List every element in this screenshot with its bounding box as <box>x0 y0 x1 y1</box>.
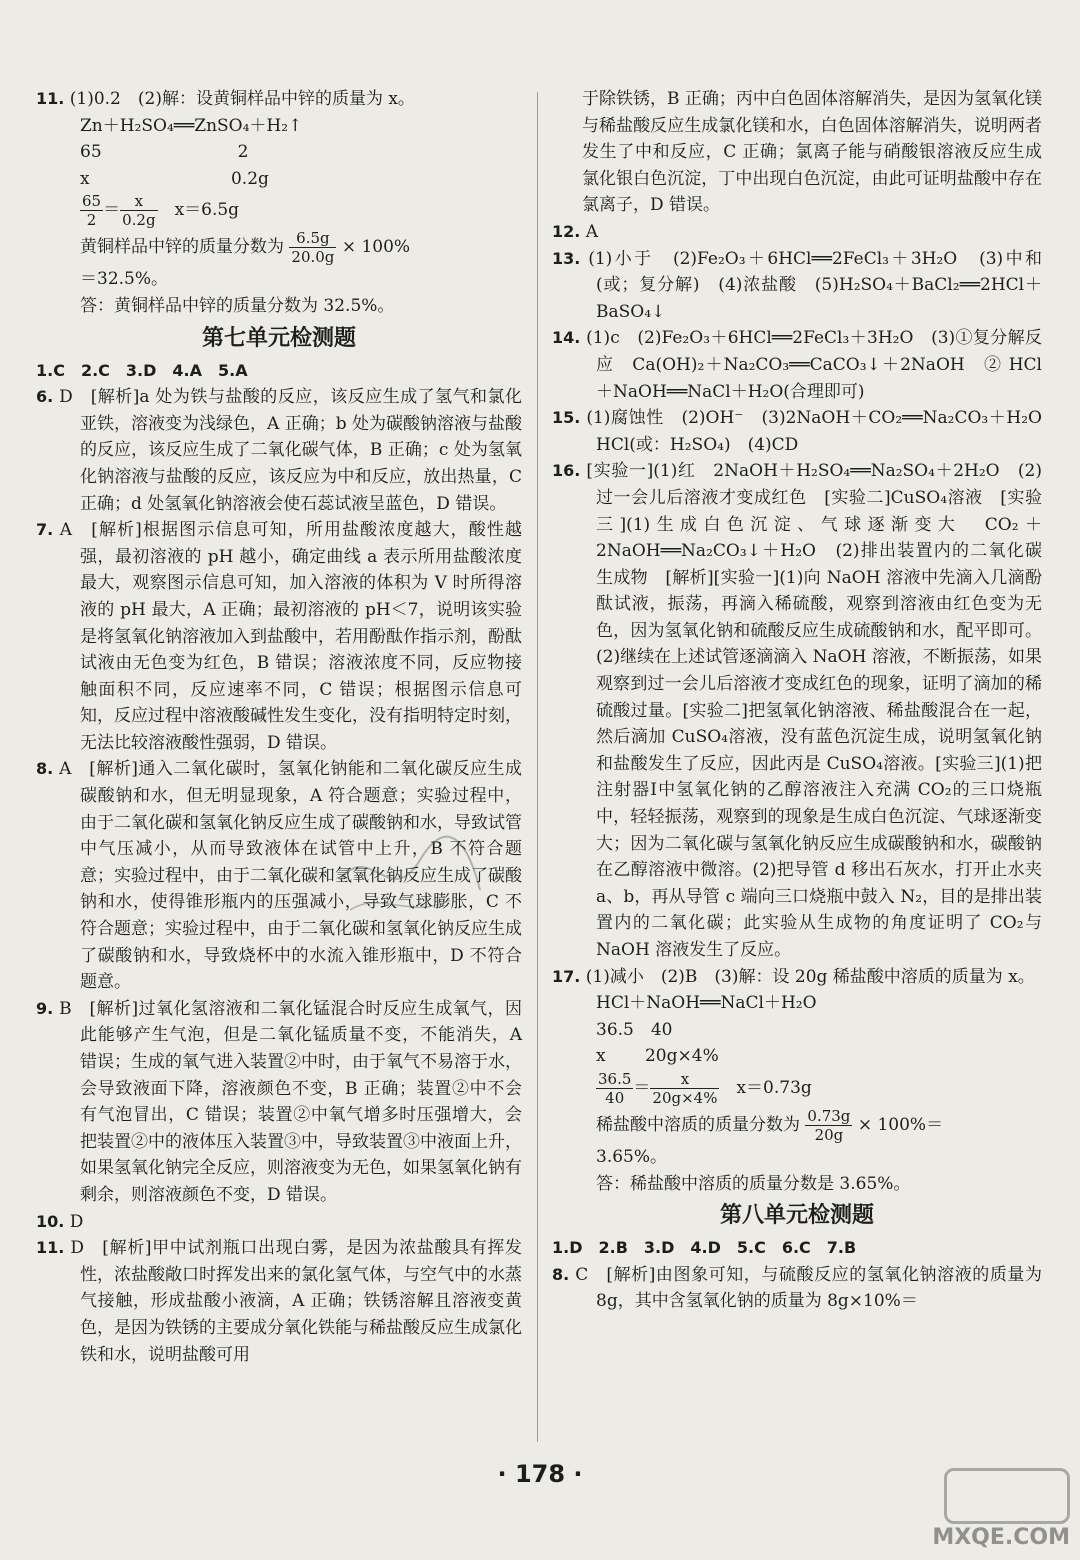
q13-answer: 13. (1)小于 (2)Fe₂O₃＋6HCl══2FeCl₃＋3H₂O (3)中和(或；复分解) (4)浓盐酸 (5)H₂SO₄＋BaCl₂══2HCl＋BaSO₄↓ <box>552 248 1043 322</box>
handwriting-scribble <box>330 820 490 930</box>
watermark-logo <box>920 1470 1070 1550</box>
fraction: $\frac{6.5g}{20.0g}$ <box>291 229 335 267</box>
fraction: $\frac{0.73g}{20g}$ <box>807 1106 851 1144</box>
fraction: $\frac{36.5}{40}$ <box>598 1069 632 1107</box>
q15-answer: 15. (1)腐蚀性 (2)OH⁻ (3)2NaOH＋CO₂══Na₂CO₃＋H₂O HCl(或：H₂SO₄) (4)CD <box>552 408 1059 455</box>
unit8-q1-7: 1.D 2.B 3.D 4.D 5.C 6.C 7.B <box>552 1238 857 1258</box>
fraction: $\frac{65}{2}$ <box>82 192 102 230</box>
column-divider <box>537 92 538 1442</box>
left-column <box>36 86 522 1368</box>
q11-result: ＝32.5%。 <box>80 269 169 290</box>
q17-ratio-row-2: x 20g×4% <box>596 1046 719 1067</box>
q17-equation: HCl＋NaOH══NaCl＋H₂O <box>596 993 817 1014</box>
q11b-continuation: 于除铁锈，B 正确；丙中白色固体溶解消失，是因为氢氧化镁与稀盐酸反应生成氯化镁和水，白色固体溶解消失，说明两者发生了中和反应，C 正确；氯离子能与硝酸银溶液反应生成氯化银白色沉淀，丁中出现白色沉淀，由此可证明盐酸中存在氯离子，D 错误。 <box>582 89 1042 216</box>
q9-answer: 9. B [解析]过氧化氢溶液和二氧化锰混合时反应生成氧气，因此能够产生气泡，但是二氧化锰质量不变，不能消失，A 错误；生成的氧气进入装置②中时，由于氧气不易溶于水，会导致液面下降，溶液颜色不变，B 正确；装置②中不会有气泡冒出，C 错误；装置②中氧气增多时压强增大，会把装置②中的液体压入装置③中，导致装置③中液面上升，如果氢氧化钠完全反应，则溶液变为无色，如果氢氧化钠有剩余，则溶液颜色不变，D 错误。 <box>36 998 522 1205</box>
watermark-badge-icon <box>944 1468 1070 1524</box>
q11-conclusion: 答：黄铜样品中锌的质量分数为 32.5%。 <box>80 295 395 316</box>
q17-ratio-row-1: 36.5 40 <box>596 1019 673 1040</box>
q6-answer: 6. D [解析]a 处为铁与盐酸的反应，该反应生成了氢气和氯化亚铁，溶液变为浅绿色，A 正确；b 处为碳酸钠溶液与盐酸的反应，该反应生成了二氧化碳气体，B 正确；c 处为氢氧化钠溶液与盐酸的反应，该反应为中和反应，放出热量，C 正确；d 处氢氧化钠溶液会使石蕊试液呈蓝色，D 错误。 <box>36 387 523 514</box>
q11-answer: 11. (1)0.2 (2)解：设黄铜样品中锌的质量为 x。 <box>36 89 415 109</box>
page-number: · 178 · <box>497 1460 583 1488</box>
unit8-q8-answer: 8. C [解析]由图象可知，与硫酸反应的氢氧化钠溶液的质量为 8g，其中含氢氧化钠的质量为 8g×10%＝ <box>552 1264 1042 1312</box>
fraction: $\frac{x}{20g\times 4\%}$ <box>652 1069 718 1107</box>
fraction: $\frac{x}{0.2g}$ <box>122 192 156 230</box>
q8-answer: 8. A [解析]通入二氧化碳时，氢氧化钠能和二氧化碳反应生成碳酸钠和水，但无明显现象，A 符合题意；实验过程中，由于二氧化碳和氢氧化钠反应生成了碳酸钠和水，导致试管中气压减小，从而导致液体在试管中上升，B 不符合题意；实验过程中，由于二氧化碳和氢氧化钠反应生成了碳酸钠和水，使得锥形瓶内的压强减小，导致气球膨胀，C 不符合题意；实验过程中，由于二氧化碳和氢氧化钠反应生成了碳酸钠和水，导致烧杯中的水流入锥形瓶中，D 不符合题意。 <box>36 759 523 993</box>
q11-percentage: 黄铜样品中锌的质量分数为 $\frac{6.5g}{20.0g}$ × 100% <box>80 229 411 267</box>
q11-ratio-row-1: 65 2 <box>80 142 249 163</box>
unit7-q1-5: 1.C 2.C 3.D 4.A 5.A <box>36 360 248 380</box>
q11-proportion: $\frac{65}{2}$ ＝ $\frac{x}{0.2g}$ x＝6.5g <box>82 192 240 230</box>
q12-answer: 12. A <box>552 221 599 242</box>
q17-answer: 17. (1)减小 (2)B (3)解：设 20g 稀盐酸中溶质的质量为 x。 <box>552 966 1035 987</box>
q7-answer: 7. A [解析]根据图示信息可知，所用盐酸浓度越大，酸性越强，最初溶液的 pH 越小，确定曲线 a 表示所用盐酸浓度最大，观察图示信息可知，加入溶液的体积为 V 时所得溶液的 pH 最大，A 正确；最初溶液的 pH＜7，说明该实验是将氢氧化钠溶液加入到盐酸中，若用酚酞作指示剂，酚酞试液由无色变为红色，B 错误；溶液浓度不同，反应物接触面积不同，反应速率不同，C 错误；根据图示信息可知，反应过程中溶液酸碱性发生变化，没有指明特定时刻，无法比较溶液酸性强弱，D 错误。 <box>36 520 522 753</box>
q16-answer: 16. [实验一](1)红 2NaOH＋H₂SO₄══Na₂SO₄＋2H₂O (2)过一会儿后溶液才变成红色 [实验二]CuSO₄溶液 [实验三](1)生成白色沉淀、气球逐渐变大 CO₂＋2NaOH══Na₂CO₃↓＋H₂O (2)排出装置内的二氧化碳 生成物 [解析][实验一](1)向 NaOH 溶液中先滴入几滴酚酞试液，振荡，再滴入稀硫酸，观察到溶液由红色变为无色，因为氢氧化钠和硫酸反应生成硫酸钠和水，配平即可。(2)继续在上述试管逐滴滴入 NaOH 溶液，不断振荡，如果观察到过一会儿后溶液才变成红色的现象，证明了滴加的稀硫酸过量。[实验二]把氢氧化钠溶液、稀盐酸混合在一起，然后滴加 CuSO₄溶液，没有蓝色沉淀生成，说明氢氧化钠和盐酸发生了反应，因此丙是 CuSO₄溶液。[实验三](1)把注射器Ⅰ中氢氧化钠的乙醇溶液注入充满 CO₂的三口烧瓶中，轻轻振荡，观察到的现象是生成白色沉淀、气球逐渐变大；因为二氧化碳与氢氧化钠反应生成碳酸钠和水，碳酸钠在乙醇溶液中微溶。(2)把导管 d 移出石灰水，打开止水夹 a、b，再从导管 c 端向三口烧瓶中鼓入 N₂，目的是排出装置内的二氧化碳；此实验从生成物的角度证明了 CO₂与 NaOH 溶液发生了反应。 <box>552 461 1059 960</box>
q17-proportion: $\frac{36.5}{40}$ ＝ $\frac{x}{20g\times 4\%}$ x＝0.73g <box>598 1069 812 1107</box>
q17-conclusion: 答：稀盐酸中溶质的质量分数是 3.65%。 <box>596 1173 911 1194</box>
q14-answer: 14. (1)c (2)Fe₂O₃＋6HCl══2FeCl₃＋3H₂O (3)①复分解反应 Ca(OH)₂＋Na₂CO₃══CaCO₃↓＋2NaOH ② HCl＋NaOH══NaCl＋H₂O(合理即可) <box>552 328 1042 402</box>
unit8-heading: 第八单元检测题 <box>719 1203 874 1229</box>
q17-result: 3.65%。 <box>596 1146 668 1167</box>
q11b-answer: 11. D [解析]甲中试剂瓶口出现白雾，是因为浓盐酸具有挥发性，浓盐酸敞口时挥发出来的氯化氢气体，与空气中的水蒸气接触，形成盐酸小液滴，A 正确；铁锈溶解且溶液变黄色，是因为铁锈的主要成分氧化铁能与稀盐酸反应生成氯化铁和水，说明盐酸可用 <box>36 1238 522 1365</box>
right-column <box>552 86 1059 1315</box>
q11-ratio-row-2: x 0.2g <box>80 168 269 189</box>
q10-answer: 10. D <box>36 1211 84 1232</box>
q17-percentage: 稀盐酸中溶质的质量分数为 $\frac{0.73g}{20g}$ × 100%＝ <box>596 1106 944 1144</box>
q11-equation: Zn＋H₂SO₄══ZnSO₄＋H₂↑ <box>80 115 303 136</box>
watermark-text: MXQE.COM <box>932 1525 1070 1550</box>
unit7-heading: 第七单元检测题 <box>201 325 356 351</box>
